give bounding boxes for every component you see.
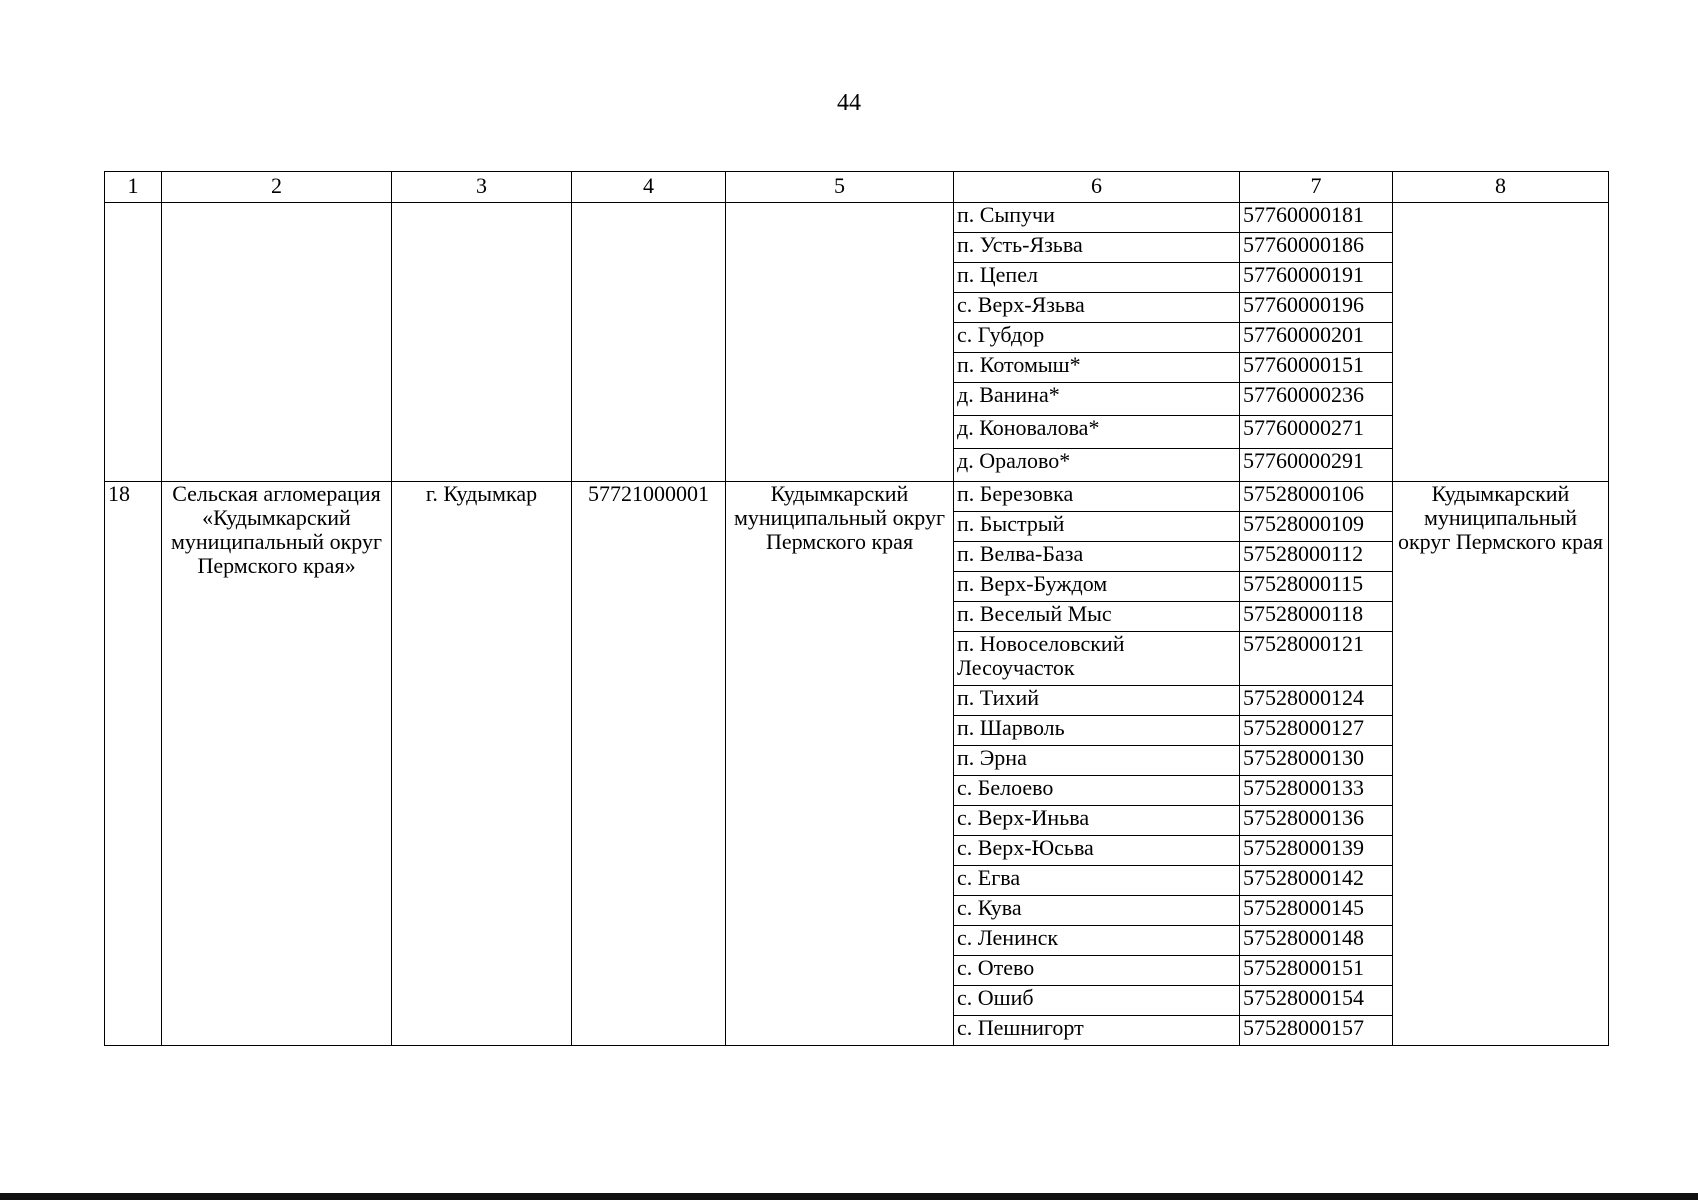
cont-col8 [1393,203,1609,482]
table-row [105,203,1609,233]
settlement-code: 57528000145 [1240,896,1393,926]
header-row [105,172,1609,203]
header-cell-1: 1 [105,172,162,203]
cont-col1 [105,203,162,482]
settlement-code: 57528000106 [1240,482,1393,512]
header-cell-6: 6 [954,172,1240,203]
agglomeration-name: Сельская агломерация «Кудымкарский муниципальный округ Пермского края» [162,482,392,1046]
settlement-name: п. Быстрый [954,512,1240,542]
settlement-name: п. Цепел [954,263,1240,293]
scan-edge-bar [0,1193,1698,1200]
municipality-name-col8: Кудымкарский муниципальный округ Пермского края [1393,482,1609,1046]
settlement-code: 57528000139 [1240,836,1393,866]
settlement-code: 57528000151 [1240,956,1393,986]
settlement-name: с. Верх-Юсьва [954,836,1240,866]
settlement-code: 57528000118 [1240,602,1393,632]
header-cell-5: 5 [726,172,954,203]
settlement-name: п. Верх-Буждом [954,572,1240,602]
settlement-name: п. Шарволь [954,716,1240,746]
settlement-code: 57528000115 [1240,572,1393,602]
settlement-name: д. Ванина* [954,383,1240,416]
table-row [105,482,1609,512]
settlement-code: 57760000186 [1240,233,1393,263]
settlement-name: с. Верх-Иньва [954,806,1240,836]
settlement-name: п. Велва-База [954,542,1240,572]
settlement-code: 57760000196 [1240,293,1393,323]
settlement-name: п. Тихий [954,686,1240,716]
settlement-name: п. Эрна [954,746,1240,776]
settlement-name: с. Ленинск [954,926,1240,956]
cont-col3 [392,203,572,482]
settlement-code: 57528000133 [1240,776,1393,806]
settlement-code: 57528000127 [1240,716,1393,746]
settlement-code: 57528000112 [1240,542,1393,572]
settlement-name: с. Губдор [954,323,1240,353]
settlement-name: п. Сыпучи [954,203,1240,233]
settlement-code: 57760000151 [1240,353,1393,383]
settlement-code: 57528000124 [1240,686,1393,716]
settlement-code: 57528000154 [1240,986,1393,1016]
settlement-name: с. Белоево [954,776,1240,806]
header-cell-7: 7 [1240,172,1393,203]
settlement-code: 57760000191 [1240,263,1393,293]
header-cell-4: 4 [572,172,726,203]
cont-col4 [572,203,726,482]
header-cell-2: 2 [162,172,392,203]
cont-col2 [162,203,392,482]
settlement-name: п. Усть-Язьва [954,233,1240,263]
settlement-code: 57528000157 [1240,1016,1393,1046]
settlement-name: д. Оралово* [954,449,1240,482]
settlement-code: 57760000271 [1240,416,1393,449]
settlement-name: с. Кува [954,896,1240,926]
settlement-name: п. Веселый Мыс [954,602,1240,632]
settlement-code: 57528000136 [1240,806,1393,836]
center-code: 57721000001 [572,482,726,1046]
center-city: г. Кудымкар [392,482,572,1046]
settlement-code: 57760000236 [1240,383,1393,416]
settlement-name: п. Котомыш* [954,353,1240,383]
settlement-name: д. Коновалова* [954,416,1240,449]
settlement-name: п. Новоселовский Лесоучасток [954,632,1240,686]
settlement-name: п. Березовка [954,482,1240,512]
settlement-code: 57528000148 [1240,926,1393,956]
cont-col5 [726,203,954,482]
settlement-code: 57528000109 [1240,512,1393,542]
header-cell-3: 3 [392,172,572,203]
settlement-code: 57528000142 [1240,866,1393,896]
settlement-code: 57760000291 [1240,449,1393,482]
row-number: 18 [105,482,162,1046]
settlement-code: 57528000121 [1240,632,1393,686]
settlement-name: с. Ошиб [954,986,1240,1016]
header-cell-8: 8 [1393,172,1609,203]
settlement-name: с. Отево [954,956,1240,986]
settlement-name: с. Пешнигорт [954,1016,1240,1046]
settlement-name: с. Верх-Язьва [954,293,1240,323]
settlement-code: 57528000130 [1240,746,1393,776]
settlement-code: 57760000201 [1240,323,1393,353]
settlement-code: 57760000181 [1240,203,1393,233]
municipality-name: Кудымкарский муниципальный округ Пермского края [726,482,954,1046]
settlement-name: с. Егва [954,866,1240,896]
page-number: 44 [837,90,861,116]
settlements-table [104,171,1609,1046]
